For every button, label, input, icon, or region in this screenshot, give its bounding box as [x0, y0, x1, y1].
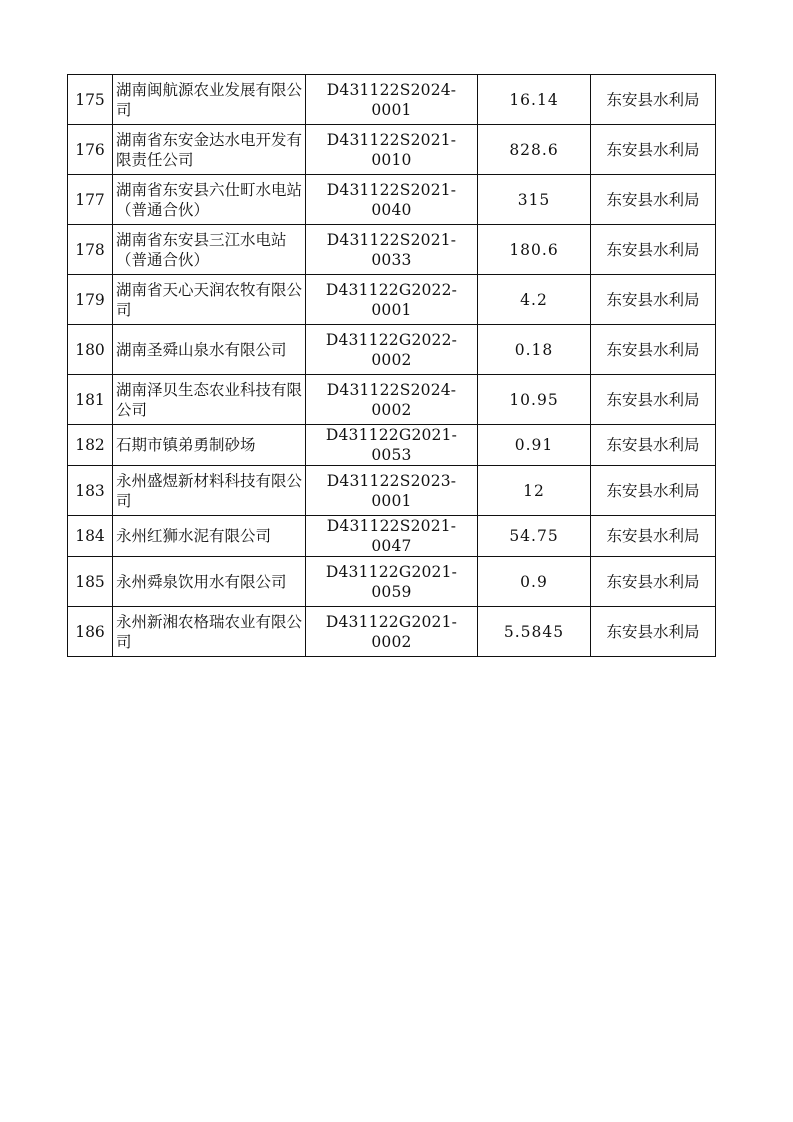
table-row — [68, 607, 716, 657]
quantity-value: 0.9 — [478, 557, 591, 607]
quantity-value: 315 — [478, 175, 591, 225]
company-name: 湖南闽航源农业发展有限公司 — [113, 75, 306, 125]
company-name: 湖南省东安县六仕町水电站（普通合伙） — [113, 175, 306, 225]
department-name: 东安县水利局 — [591, 466, 716, 516]
permit-number: D431122S2021-0010 — [306, 125, 478, 175]
permit-number: D431122G2021-0002 — [306, 607, 478, 657]
table-row — [68, 175, 716, 225]
company-name: 湖南圣舜山泉水有限公司 — [113, 325, 306, 375]
quantity-value: 10.95 — [478, 375, 591, 425]
table-row — [68, 225, 716, 275]
quantity-value: 54.75 — [478, 516, 591, 557]
row-number: 177 — [68, 175, 113, 225]
department-name: 东安县水利局 — [591, 275, 716, 325]
company-name: 湖南泽贝生态农业科技有限公司 — [113, 375, 306, 425]
permit-number: D431122S2023-0001 — [306, 466, 478, 516]
quantity-value: 0.18 — [478, 325, 591, 375]
permit-number: D431122S2021-0047 — [306, 516, 478, 557]
permit-number: D431122S2024-0001 — [306, 75, 478, 125]
permit-number: D431122S2024-0002 — [306, 375, 478, 425]
row-number: 178 — [68, 225, 113, 275]
table-row — [68, 125, 716, 175]
quantity-value: 180.6 — [478, 225, 591, 275]
table-row — [68, 75, 716, 125]
quantity-value: 0.91 — [478, 425, 591, 466]
quantity-value: 828.6 — [478, 125, 591, 175]
department-name: 东安县水利局 — [591, 125, 716, 175]
department-name: 东安县水利局 — [591, 325, 716, 375]
table-row — [68, 375, 716, 425]
row-number: 179 — [68, 275, 113, 325]
row-number: 180 — [68, 325, 113, 375]
quantity-value: 4.2 — [478, 275, 591, 325]
table-row — [68, 557, 716, 607]
company-name: 石期市镇弟勇制砂场 — [113, 425, 306, 466]
permit-number: D431122G2022-0001 — [306, 275, 478, 325]
company-name: 湖南省天心天润农牧有限公司 — [113, 275, 306, 325]
department-name: 东安县水利局 — [591, 225, 716, 275]
company-name: 永州盛煜新材料科技有限公司 — [113, 466, 306, 516]
quantity-value: 16.14 — [478, 75, 591, 125]
quantity-value: 12 — [478, 466, 591, 516]
department-name: 东安县水利局 — [591, 375, 716, 425]
row-number: 186 — [68, 607, 113, 657]
department-name: 东安县水利局 — [591, 175, 716, 225]
company-name: 湖南省东安金达水电开发有限责任公司 — [113, 125, 306, 175]
table-row — [68, 325, 716, 375]
row-number: 175 — [68, 75, 113, 125]
row-number: 183 — [68, 466, 113, 516]
row-number: 182 — [68, 425, 113, 466]
department-name: 东安县水利局 — [591, 557, 716, 607]
permit-number: D431122G2021-0053 — [306, 425, 478, 466]
company-name: 永州新湘农格瑞农业有限公司 — [113, 607, 306, 657]
department-name: 东安县水利局 — [591, 607, 716, 657]
permit-number: D431122S2021-0033 — [306, 225, 478, 275]
permit-number: D431122S2021-0040 — [306, 175, 478, 225]
table-row — [68, 275, 716, 325]
permit-number: D431122G2022-0002 — [306, 325, 478, 375]
table-row — [68, 425, 716, 466]
company-name: 永州红狮水泥有限公司 — [113, 516, 306, 557]
department-name: 东安县水利局 — [591, 75, 716, 125]
table-row — [68, 516, 716, 557]
department-name: 东安县水利局 — [591, 425, 716, 466]
company-name: 湖南省东安县三江水电站（普通合伙） — [113, 225, 306, 275]
department-name: 东安县水利局 — [591, 516, 716, 557]
row-number: 176 — [68, 125, 113, 175]
row-number: 185 — [68, 557, 113, 607]
company-name: 永州舜泉饮用水有限公司 — [113, 557, 306, 607]
permit-table — [67, 74, 716, 657]
quantity-value: 5.5845 — [478, 607, 591, 657]
row-number: 184 — [68, 516, 113, 557]
table-row — [68, 466, 716, 516]
permit-number: D431122G2021-0059 — [306, 557, 478, 607]
row-number: 181 — [68, 375, 113, 425]
